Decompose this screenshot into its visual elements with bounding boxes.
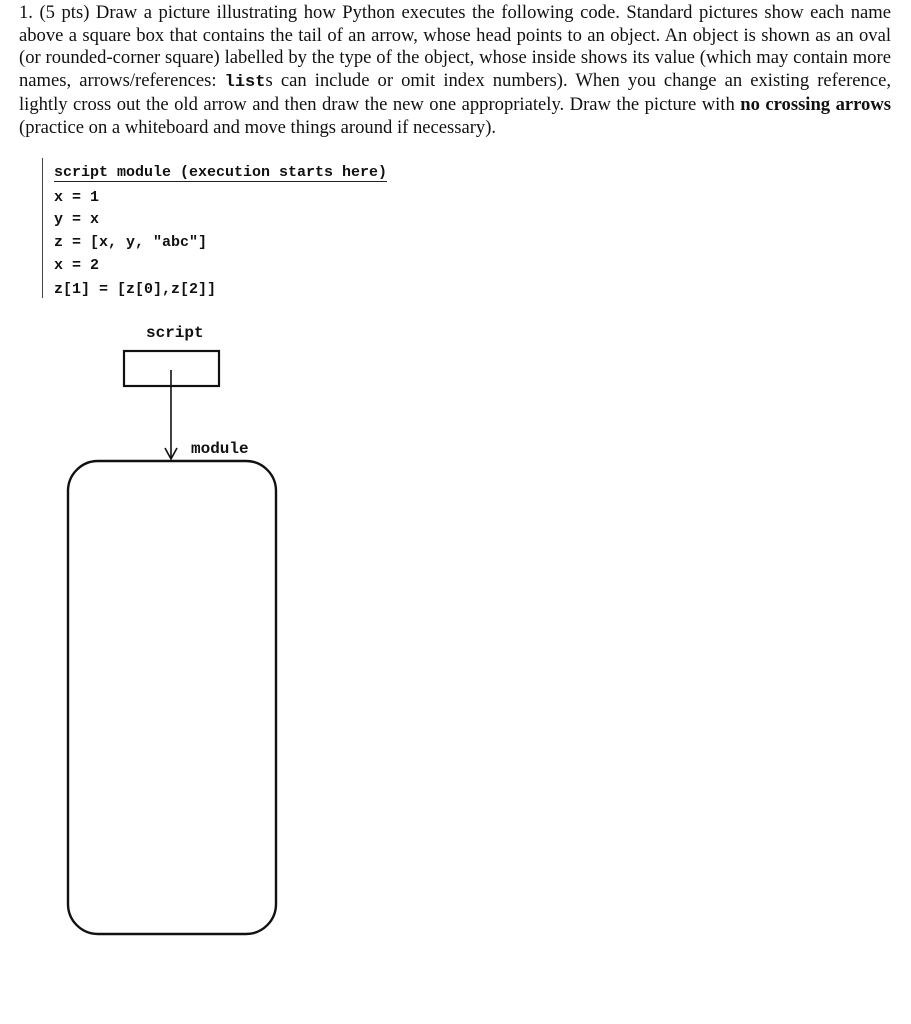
code-line-5: z[1] = [z[0],z[2]] [54, 281, 217, 298]
code-line-1: x = 1 [54, 189, 100, 206]
module-type-label: module [191, 440, 249, 458]
code-line-3: z = [x, y, "abc"] [54, 234, 208, 251]
lists-keyword: list [224, 72, 266, 92]
code-line-2: y = x [54, 211, 100, 228]
module-object-oval [68, 461, 276, 934]
question-points: (5 pts) [39, 2, 90, 23]
question-number: 1. [19, 2, 33, 23]
question-body-part-b: can include or omit index numbers). When you change an existing reference, lightly cross out the old arrow and then draw the new one appropriately. Draw the picture with [19, 69, 892, 115]
lists-suffix: s [265, 69, 273, 91]
question-body-part-a: Draw a picture illustrating how Python executes the following code. Standard pictures show each name above a square box that contains the tail of an arrow, whose head points to an object. An object is shown as an oval (or rounded-corner square) labelled by the type of the object, whose inside shows its value (which may contain more names, arrows/references: [19, 2, 891, 91]
no-crossing-arrows-emphasis: no crossing arrows [740, 94, 892, 115]
code-header: script module (execution starts here) [54, 164, 388, 181]
question-body-part-c: (practice on a whiteboard and move things around if necessary). [19, 116, 497, 138]
code-line-4: x = 2 [54, 257, 100, 274]
script-name-label: script [146, 324, 204, 342]
